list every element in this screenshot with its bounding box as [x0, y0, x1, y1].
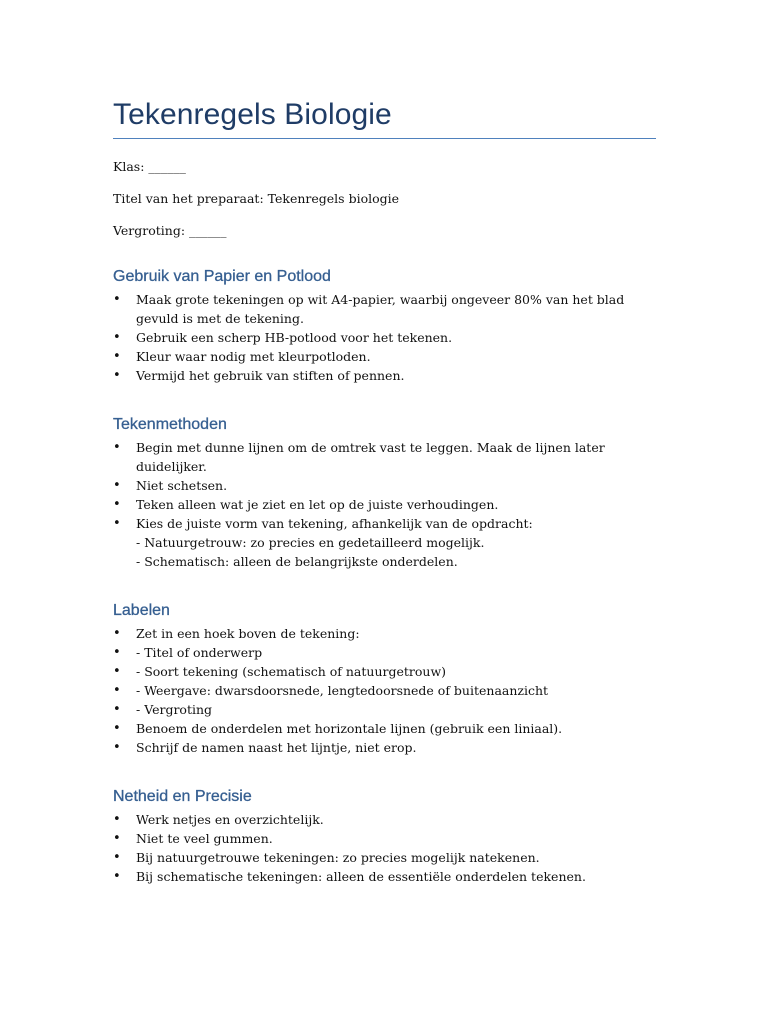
list-item [113, 681, 656, 700]
list-item-text: Zet in een hoek boven de tekening: [136, 626, 360, 641]
list-item [113, 347, 656, 366]
list-item [113, 829, 656, 848]
bullet-list-tekenmethoden [113, 438, 656, 571]
preparaat-title-line: Titel van het preparaat: Tekenregels biologie [113, 191, 400, 206]
list-item-text: Niet schetsen. [136, 478, 228, 493]
bullet-icon: • [113, 850, 121, 865]
list-item-text: Niet te veel gummen. [136, 831, 273, 846]
bullet-icon: • [113, 812, 121, 827]
section-heading-netheid-precisie: Netheid en Precisie [113, 788, 252, 805]
bullet-icon: • [113, 664, 121, 679]
bullet-icon: • [113, 645, 121, 660]
list-item-text: - Titel of onderwerp [136, 645, 263, 660]
bullet-icon: • [113, 721, 121, 736]
list-item-text: Maak grote tekeningen op wit A4-papier, waarbij ongeveer 80% van het blad gevuld is met de tekening. [136, 292, 625, 326]
bullet-icon: • [113, 478, 121, 493]
list-item [113, 495, 656, 514]
bullet-icon: • [113, 330, 121, 345]
list-item-subline: - Schematisch: alleen de belangrijkste onderdelen. [136, 554, 458, 569]
bullet-icon: • [113, 740, 121, 755]
list-item [113, 662, 656, 681]
bullet-icon: • [113, 440, 121, 455]
list-item-text: Bij schematische tekeningen: alleen de essentiële onderdelen tekenen. [136, 869, 586, 884]
list-item [113, 290, 656, 328]
list-item-text: Werk netjes en overzichtelijk. [136, 812, 324, 827]
list-item-text: - Weergave: dwarsdoorsnede, lengtedoorsnede of buitenaanzicht [136, 683, 549, 698]
bullet-icon: • [113, 497, 121, 512]
document-page [113, 96, 656, 886]
bullet-list-netheid-precisie [113, 810, 656, 886]
list-item-text: - Vergroting [136, 702, 213, 717]
bullet-icon: • [113, 869, 121, 884]
bullet-icon: • [113, 292, 121, 307]
bullet-icon: • [113, 626, 121, 641]
bullet-icon: • [113, 516, 121, 531]
bullet-icon: • [113, 368, 121, 383]
bullet-list-labelen [113, 624, 656, 757]
section-heading-labelen: Labelen [113, 602, 170, 619]
vergroting-line: Vergroting: ______ [113, 223, 227, 238]
bullet-list-papier-potlood [113, 290, 656, 385]
list-item-text: Teken alleen wat je ziet en let op de juiste verhoudingen. [136, 497, 499, 512]
list-item [113, 810, 656, 829]
document-title: Tekenregels Biologie [113, 96, 656, 139]
list-item-text: Bij natuurgetrouwe tekeningen: zo precies mogelijk natekenen. [136, 850, 540, 865]
list-item [113, 514, 656, 571]
list-item-text: Gebruik een scherp HB-potlood voor het tekenen. [136, 330, 453, 345]
list-item-text: Kies de juiste vorm van tekening, afhankelijk van de opdracht: [136, 516, 533, 531]
list-item-text: Kleur waar nodig met kleurpotloden. [136, 349, 371, 364]
section-heading-papier-potlood: Gebruik van Papier en Potlood [113, 268, 331, 285]
list-item [113, 867, 656, 886]
list-item-text: Benoem de onderdelen met horizontale lijnen (gebruik een liniaal). [136, 721, 563, 736]
list-item-subline: - Natuurgetrouw: zo precies en gedetailleerd mogelijk. [136, 535, 485, 550]
list-item [113, 700, 656, 719]
list-item [113, 366, 656, 385]
list-item [113, 719, 656, 738]
list-item-text: Begin met dunne lijnen om de omtrek vast te leggen. Maak de lijnen later duidelijker. [136, 440, 605, 474]
list-item [113, 438, 656, 476]
bullet-icon: • [113, 349, 121, 364]
list-item [113, 643, 656, 662]
bullet-icon: • [113, 831, 121, 846]
klas-line: Klas: ______ [113, 159, 186, 174]
list-item [113, 624, 656, 643]
list-item-text: - Soort tekening (schematisch of natuurgetrouw) [136, 664, 447, 679]
list-item [113, 328, 656, 347]
bullet-icon: • [113, 702, 121, 717]
list-item [113, 476, 656, 495]
list-item-text: Schrijf de namen naast het lijntje, niet erop. [136, 740, 417, 755]
list-item [113, 738, 656, 757]
section-heading-tekenmethoden: Tekenmethoden [113, 416, 227, 433]
bullet-icon: • [113, 683, 121, 698]
list-item-text: Vermijd het gebruik van stiften of pennen. [136, 368, 405, 383]
list-item [113, 848, 656, 867]
